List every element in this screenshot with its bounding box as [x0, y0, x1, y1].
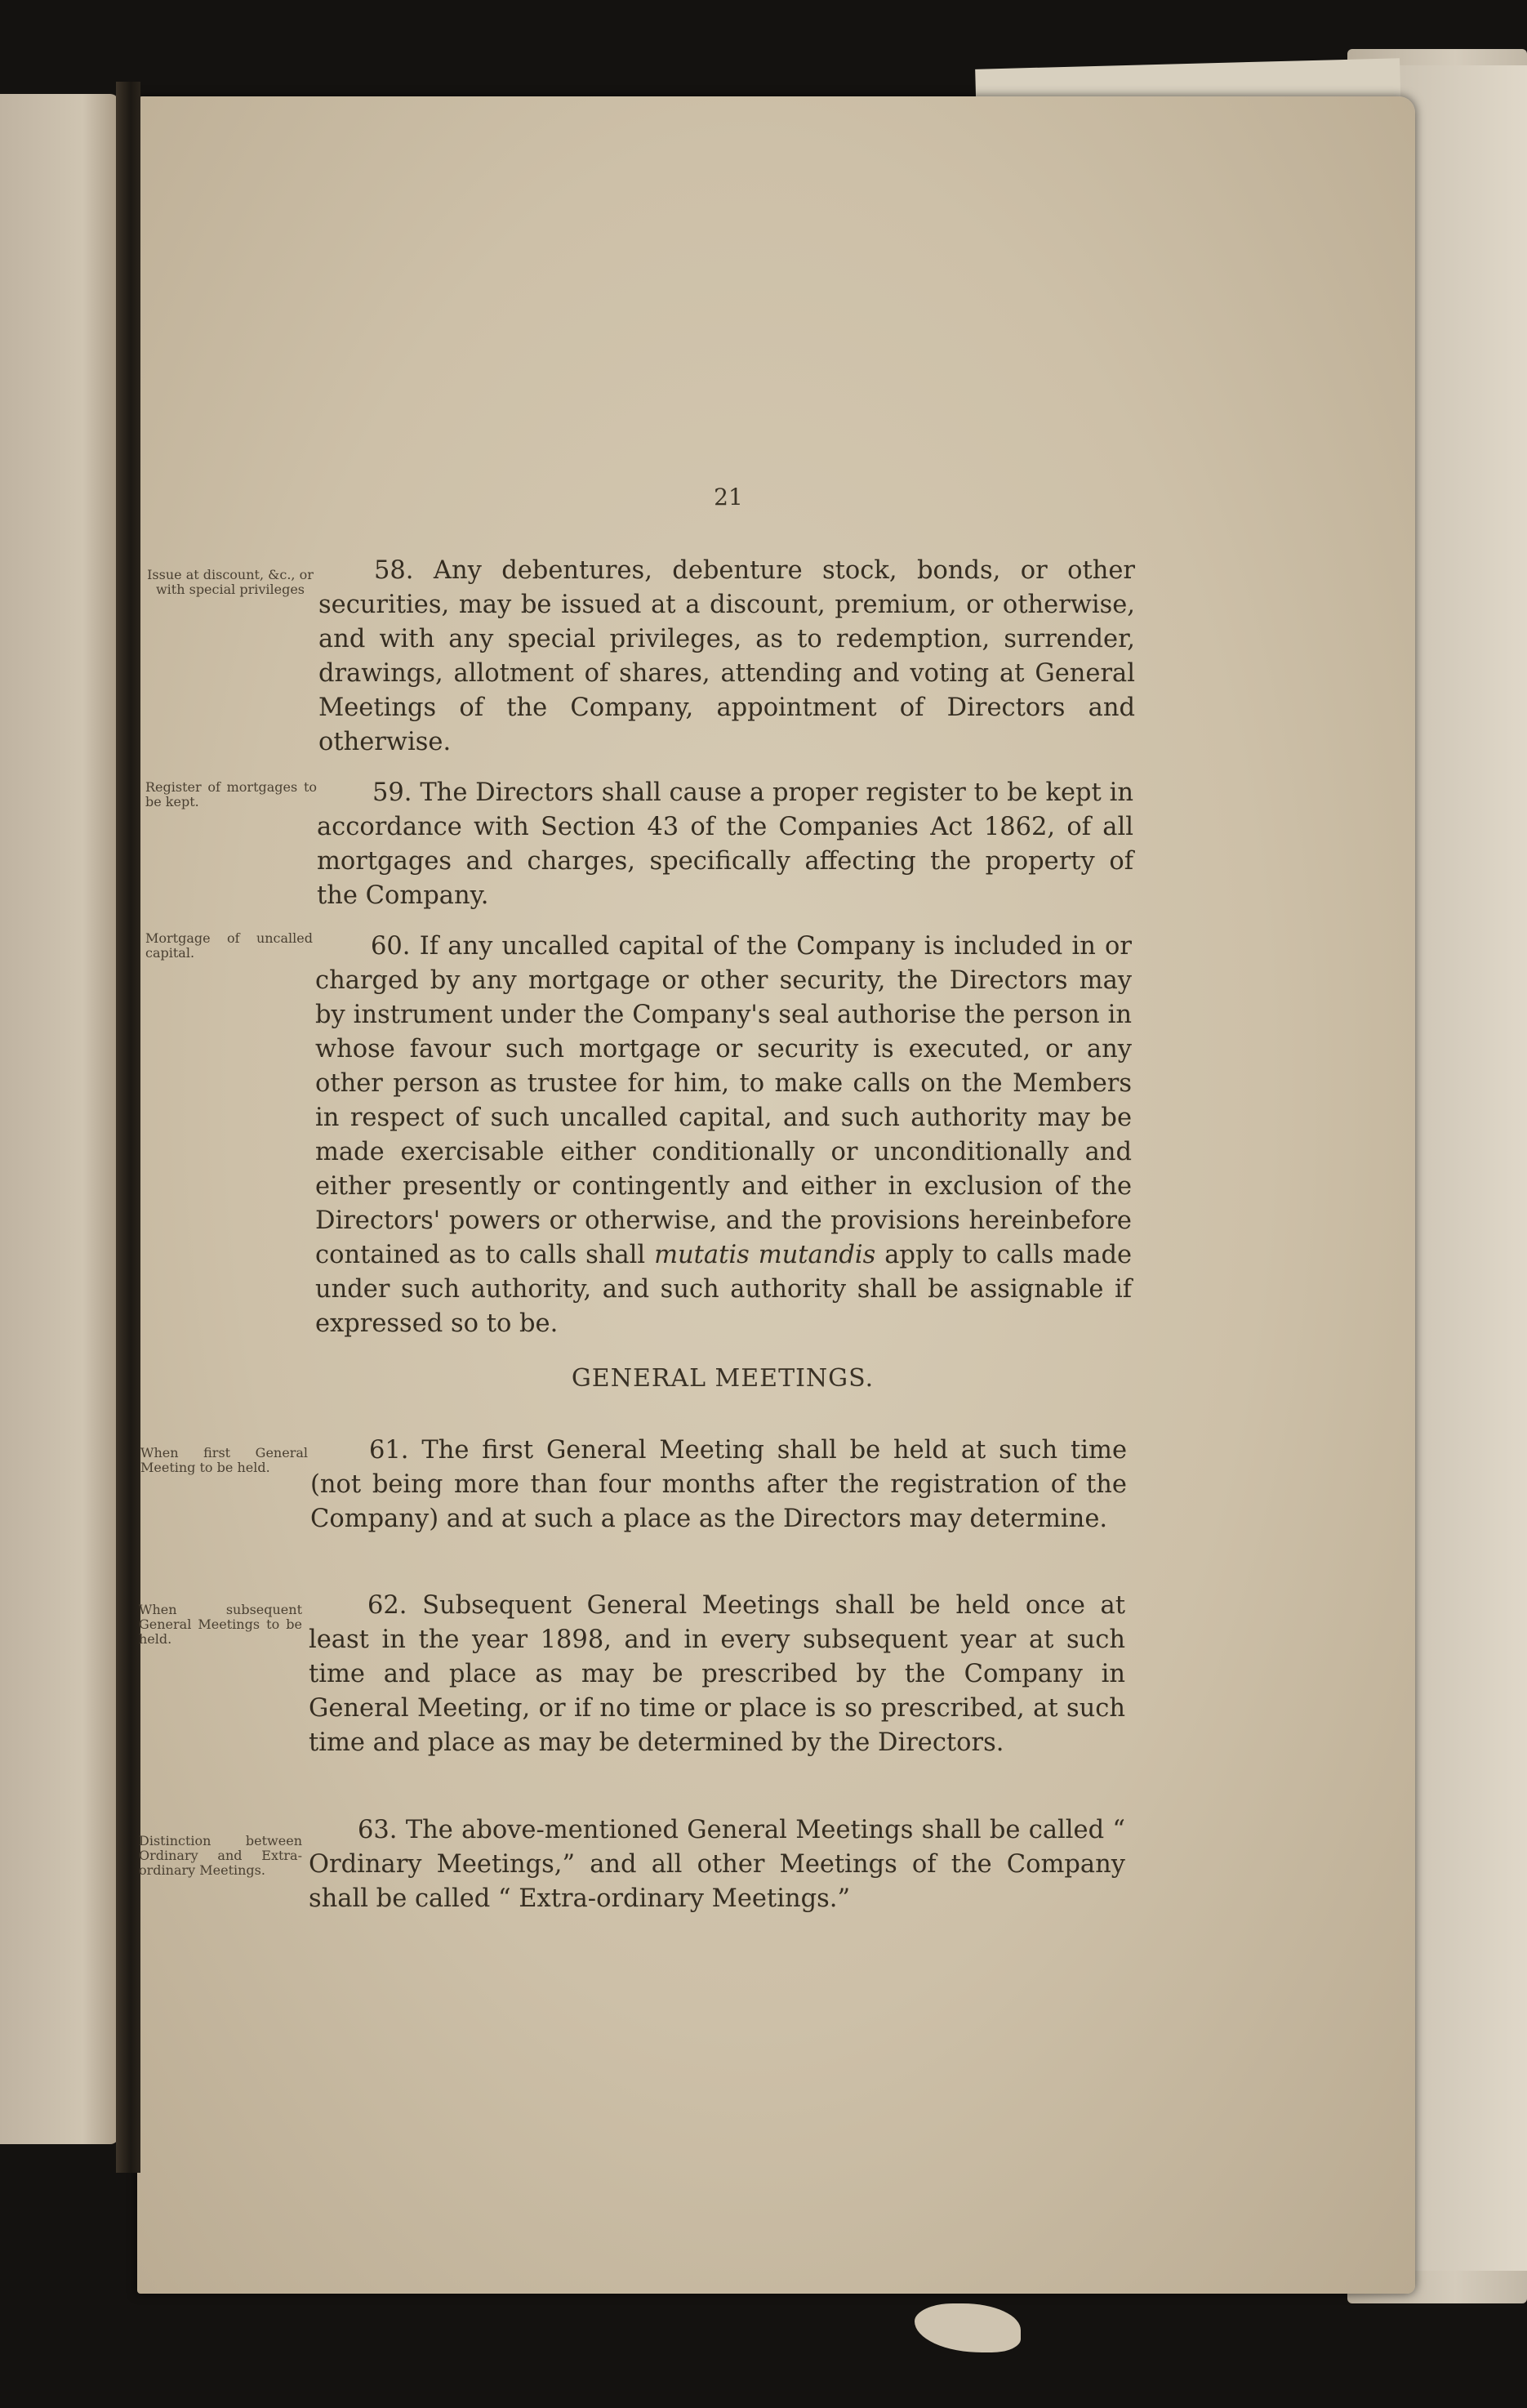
- article-number: 63.: [358, 1816, 398, 1844]
- article-text: The Directors shall cause a proper register to be kept in accordance with Section 43 of the Companies Act 1862, of all mortgages and charges, specifically affecting the property of the Company.: [317, 778, 1133, 910]
- article-number: 58.: [374, 556, 414, 585]
- left-page-edge: [0, 94, 118, 2144]
- article-number: 61.: [369, 1436, 409, 1465]
- article-number: 62.: [367, 1591, 407, 1620]
- article-59: [317, 776, 1133, 913]
- page-number: 21: [714, 484, 743, 511]
- binding-gutter: [116, 82, 140, 2173]
- article-text: apply to calls made under such authority, and such authority shall be assignable if expressed so to be.: [315, 1241, 1133, 1338]
- article-text: If any uncalled capital of the Company is included in or charged by any mortgage or other security, the Directors may by instrument under the Company's seal authorise the person in whose favour such mortgage or security is executed, or any other person as trustee for him, to make calls on the Members in respect of such uncalled capital, and such authority may be made exercisable either conditionally or unconditionally and either presently or contingently and either in exclusion of the Directors' powers or otherwise, and the provisions hereinbefore contained as to calls shall: [315, 932, 1132, 1269]
- article-text-italic: mutatis mutandis: [654, 1241, 876, 1269]
- article-text: Subsequent General Meetings shall be held once at least in the year 1898, and in every subsequent year at such time and place as may be prescribed by the Company in General Meeting, or if no time or place is so prescribed, at such time and place as may be determined by the Directors.: [309, 1591, 1125, 1757]
- margin-note-59: Register of mortgages to be kept.: [145, 779, 317, 809]
- margin-note-58: Issue at discount, &c., or with special privileges: [147, 567, 314, 597]
- article-number: 60.: [371, 932, 411, 961]
- article-text: Any debentures, debenture stock, bonds, or other securities, may be issued at a discount, premium, or otherwise, and with any special privileges, as to redemption, surrender, drawings, allotment of shares, attending and voting at General Meetings of the Company, appointment of Directors and otherwise.: [318, 556, 1135, 756]
- section-heading: GENERAL MEETINGS.: [571, 1364, 875, 1393]
- margin-note-60: Mortgage of uncalled capital.: [145, 930, 313, 961]
- article-63: [309, 1813, 1125, 1916]
- margin-note-63: Distinction between Ordinary and Extra-ordinary Meetings.: [139, 1833, 302, 1878]
- torn-paper-fragment: [915, 2303, 1021, 2352]
- article-58: [318, 554, 1135, 760]
- article-number: 59.: [372, 778, 412, 807]
- article-61: [310, 1434, 1127, 1536]
- article-text: The above-mentioned General Meetings shall be called “ Ordinary Meetings,” and all other Meetings of the Company shall be called “ Extra-ordinary Meetings.”: [309, 1816, 1125, 1913]
- article-62: [309, 1589, 1125, 1760]
- margin-note-61: When first General Meeting to be held.: [140, 1445, 308, 1475]
- article-text: The first General Meeting shall be held at such time (not being more than four months after the registration of the Company) and at such a place as the Directors may determine.: [310, 1436, 1127, 1533]
- article-60: [315, 930, 1132, 1341]
- margin-note-62: When subsequent General Meetings to be held.: [139, 1602, 302, 1647]
